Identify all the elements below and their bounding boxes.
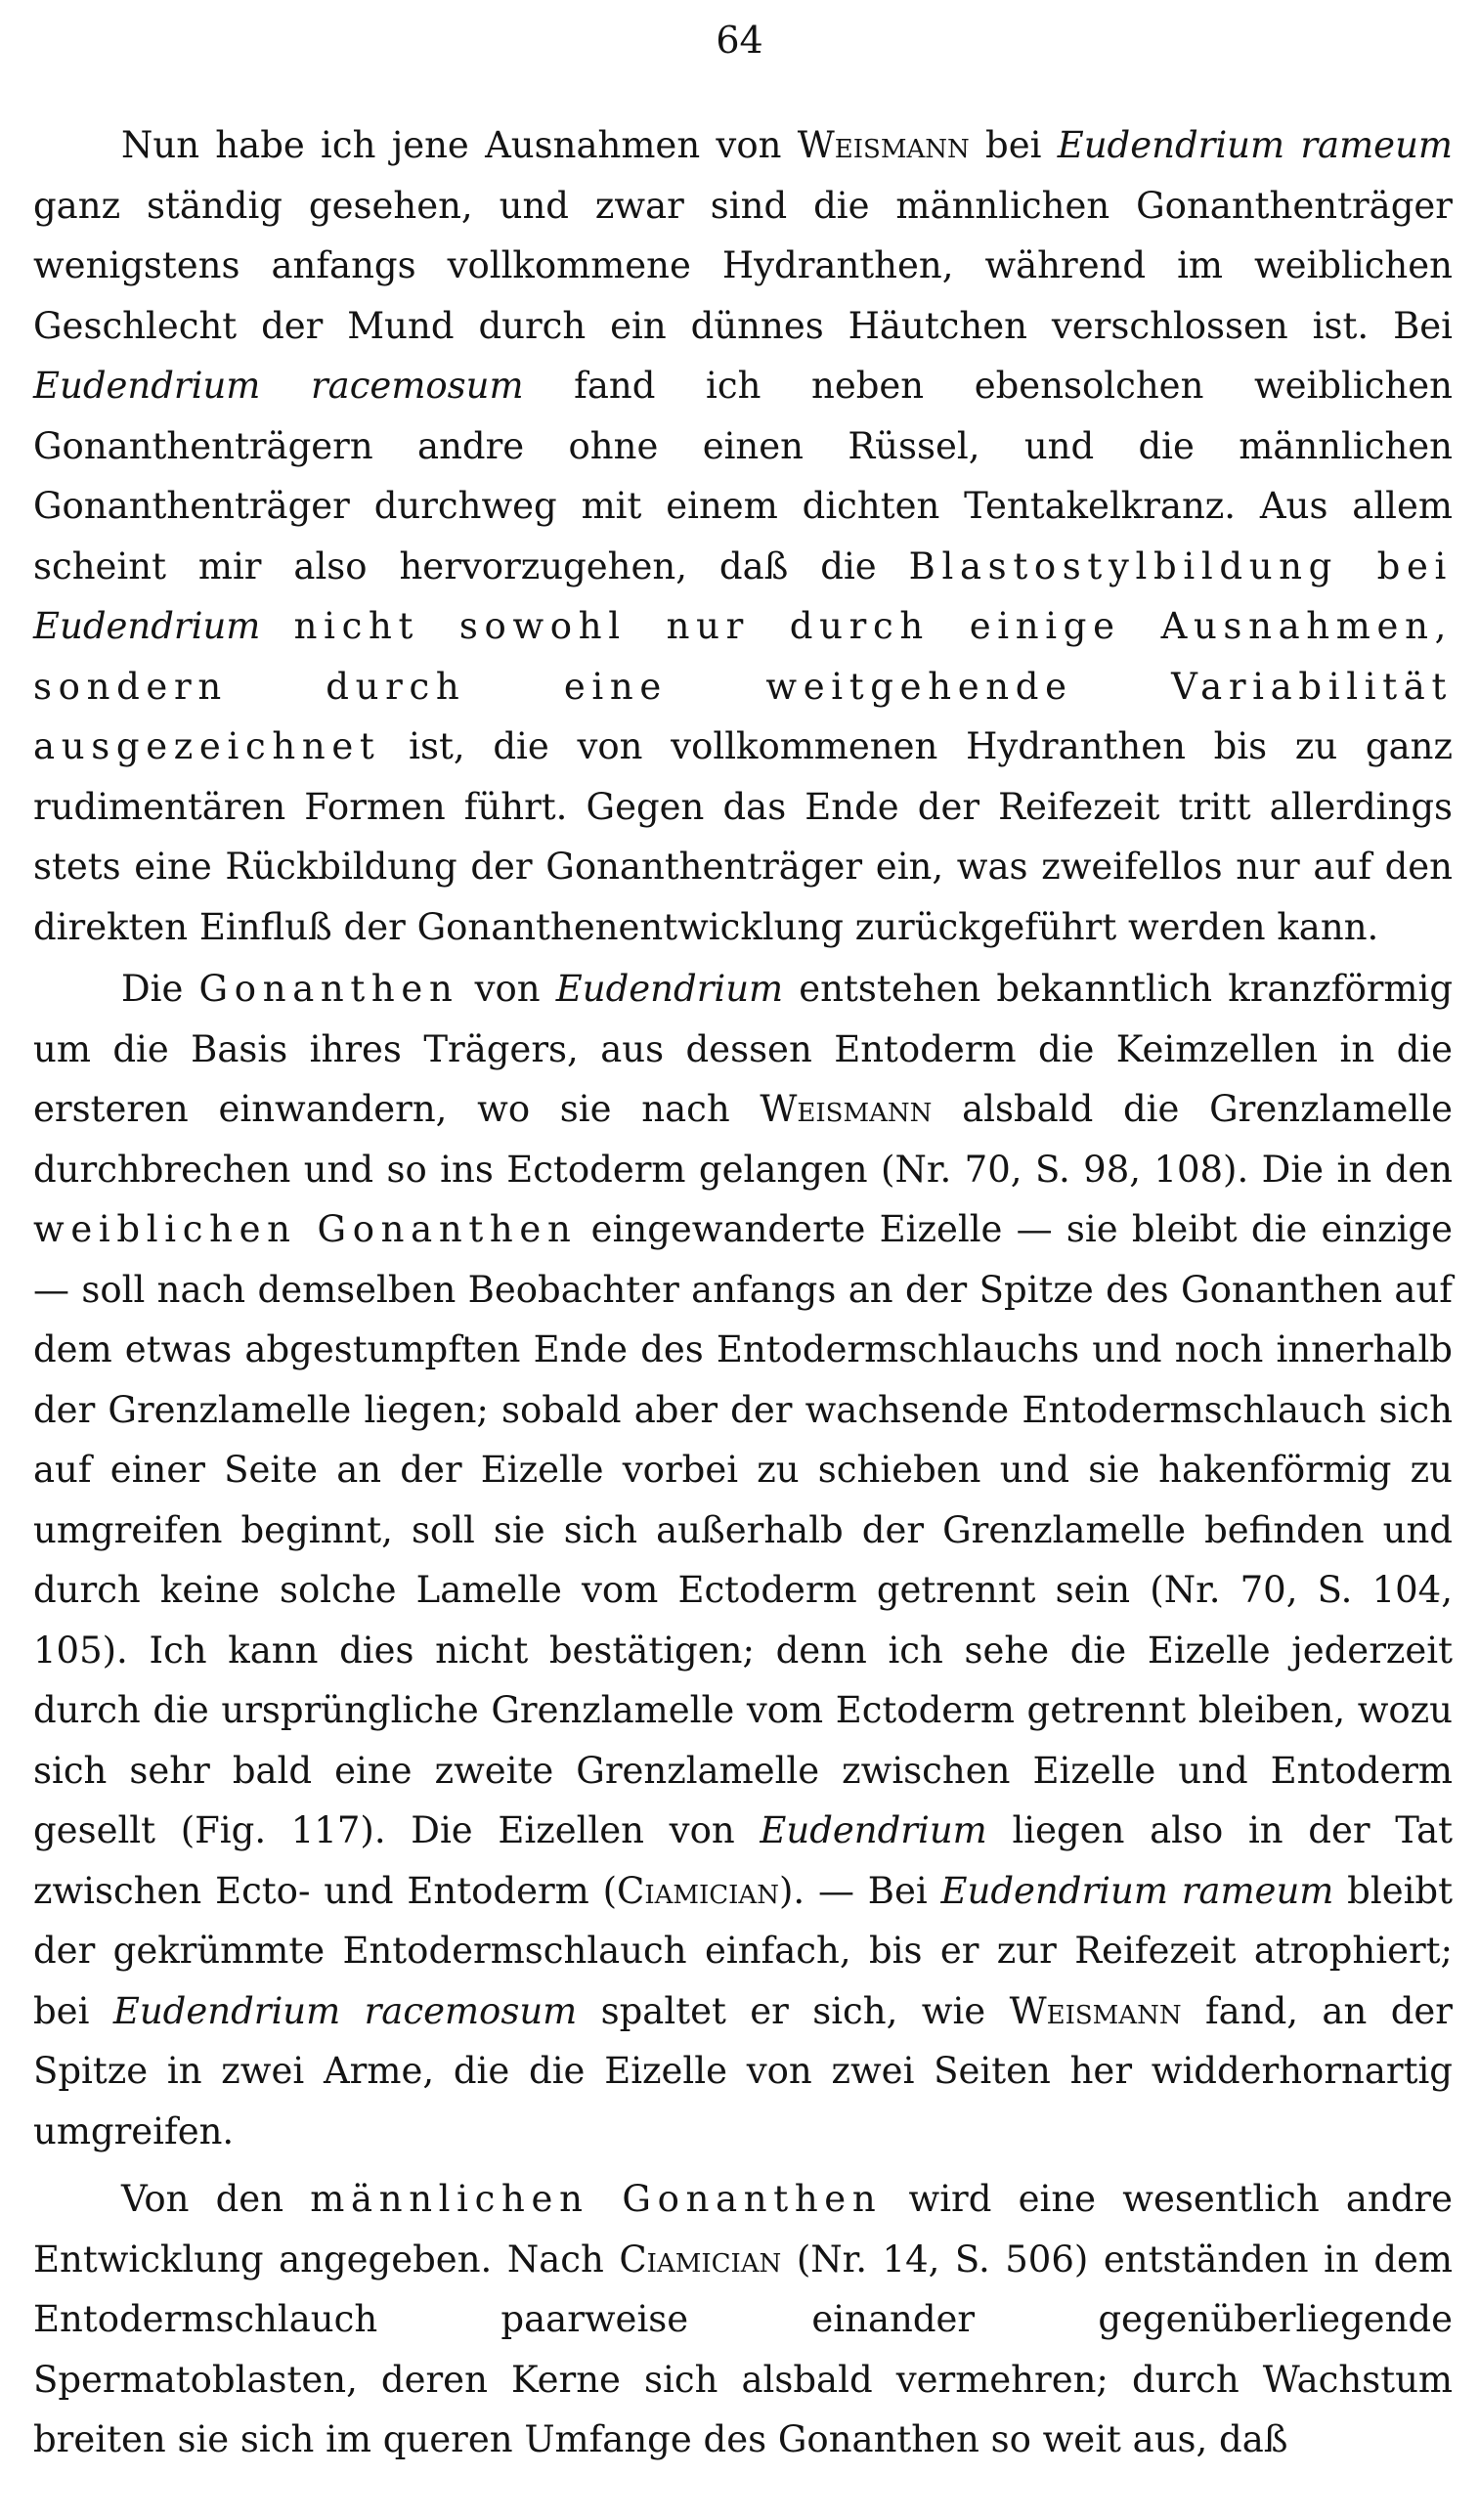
text-run: bei xyxy=(969,124,1058,166)
italic-text: Eudendrium rameum xyxy=(1057,124,1453,166)
text-run: wird eine wesentlich andre Entwicklung angegeben. Nach xyxy=(33,2178,1453,2281)
italic-text: Eudendrium xyxy=(555,968,784,1010)
text-run: von xyxy=(458,968,556,1010)
italic-text: Eudendrium xyxy=(33,605,261,647)
author-name: Ciamician xyxy=(617,1869,779,1912)
emphasized-text: Blastostylbildung bei xyxy=(908,544,1453,587)
italic-text: Eudendrium racemosum xyxy=(112,1989,578,2032)
emphasized-text: männlichen Gonanthen xyxy=(310,2178,883,2220)
emphasized-text: Gonanthen xyxy=(198,968,459,1010)
text-run: Die xyxy=(121,968,199,1010)
emphasized-text: weiblichen Gonanthen xyxy=(33,1208,578,1250)
text-run: entstehen bekanntlich kranzförmig um die Basis ihres Trägers, aus dessen Entoderm die Keimzellen in die ersteren einwandern, wo sie nach xyxy=(33,968,1454,1130)
text-run xyxy=(260,605,293,647)
text-run: Nun habe ich jene Ausnahmen von xyxy=(121,124,798,166)
text-run: (Nr. 14, S. 506) entständen in dem Entodermschlauch paarweise einander gegenüberliegende Spermatoblasten, deren Kerne sich alsbald vermehren; durch Wachstum breiten sie sich im queren Umfange des Gonanthen so weit aus, daß xyxy=(33,2238,1453,2460)
text-run: ). — Bei xyxy=(778,1869,941,1912)
emphasized-text: nicht sowohl nur durch einige Ausnahmen, sondern durch eine weitgehende Variabilität ausgezeichnet xyxy=(33,605,1453,767)
italic-text: Eudendrium xyxy=(760,1809,987,1851)
author-name: Ciamician xyxy=(619,2238,782,2281)
paragraph xyxy=(33,2169,1453,2470)
text-run: ist, die von vollkommenen Hydranthen bis zu ganz rudimentären Formen führt. Gegen das Ende der Reifezeit tritt allerdings stets eine Rückbildung der Gonanthenträger ein, was zweifellos nur auf den direkten Einfluß der Gonanthenentwicklung zurückgeführt werden kann. xyxy=(33,725,1453,948)
author-name: Weismann xyxy=(797,124,970,166)
text-run: liegen also in der Tat zwischen Ecto- und Entoderm ( xyxy=(33,1809,1453,1912)
text-run: Von den xyxy=(121,2178,311,2220)
text-run: fand, an der Spitze in zwei Arme, die die Eizelle von zwei Seiten her widderhornartig umgreifen. xyxy=(33,1989,1453,2152)
text-run: bleibt der gekrümmte Entodermschlauch einfach, bis er zur Reifezeit atrophiert; bei xyxy=(33,1869,1453,2032)
text-run: eingewanderte Eizelle — sie bleibt die einzige — soll nach demselben Beobachter anfangs an der Spitze des Gonanthen auf dem etwas abgestumpften Ende des Entodermschlauchs und noch innerhalb der Grenzlamelle liegen; sobald aber der wachsende Entodermschlauch sich auf einer Seite an der Eizelle vorbei zu schieben und sie hakenförmig zu umgreifen beginnt, soll sie sich außerhalb der Grenzlamelle befinden und durch keine solche Lamelle vom Ectoderm getrennt sein (Nr. 70, S. 104, 105). Ich kann dies nicht bestätigen; denn ich sehe die Eizelle jederzeit durch die ursprüngliche Grenzlamelle vom Ectoderm getrennt bleiben, wozu sich sehr bald eine zweite Grenzlamelle zwischen Eizelle und Entoderm gesellt (Fig. 117). Die Eizellen von xyxy=(33,1208,1453,1851)
body-text xyxy=(33,115,1453,2470)
paragraph xyxy=(33,959,1453,2161)
italic-text: Eudendrium rameum xyxy=(940,1869,1334,1912)
page-number: 64 xyxy=(716,19,763,62)
text-run: ganz ständig gesehen, und zwar sind die männlichen Gonanthenträger wenigstens anfangs vollkommene Hydranthen, während im weiblichen Geschlecht der Mund durch ein dünnes Häutchen verschlossen ist. Bei xyxy=(33,184,1453,347)
text-run: fand ich neben ebensolchen weiblichen Gonanthenträgern andre ohne einen Rüssel, und die männlichen Gonanthenträger durchweg mit einem dichten Tentakelkranz. Aus allem scheint mir also hervorzugehen, daß die xyxy=(33,365,1454,587)
italic-text: Eudendrium racemosum xyxy=(33,365,524,407)
paragraph xyxy=(33,115,1453,957)
author-name: Weismann xyxy=(1009,1989,1182,2032)
author-name: Weismann xyxy=(760,1088,933,1130)
text-run: spaltet er sich, wie xyxy=(577,1989,1010,2032)
text-run: alsbald die Grenzlamelle durchbrechen und so ins Ectoderm gelangen (Nr. 70, S. 98, 108). Die in den xyxy=(33,1088,1454,1191)
